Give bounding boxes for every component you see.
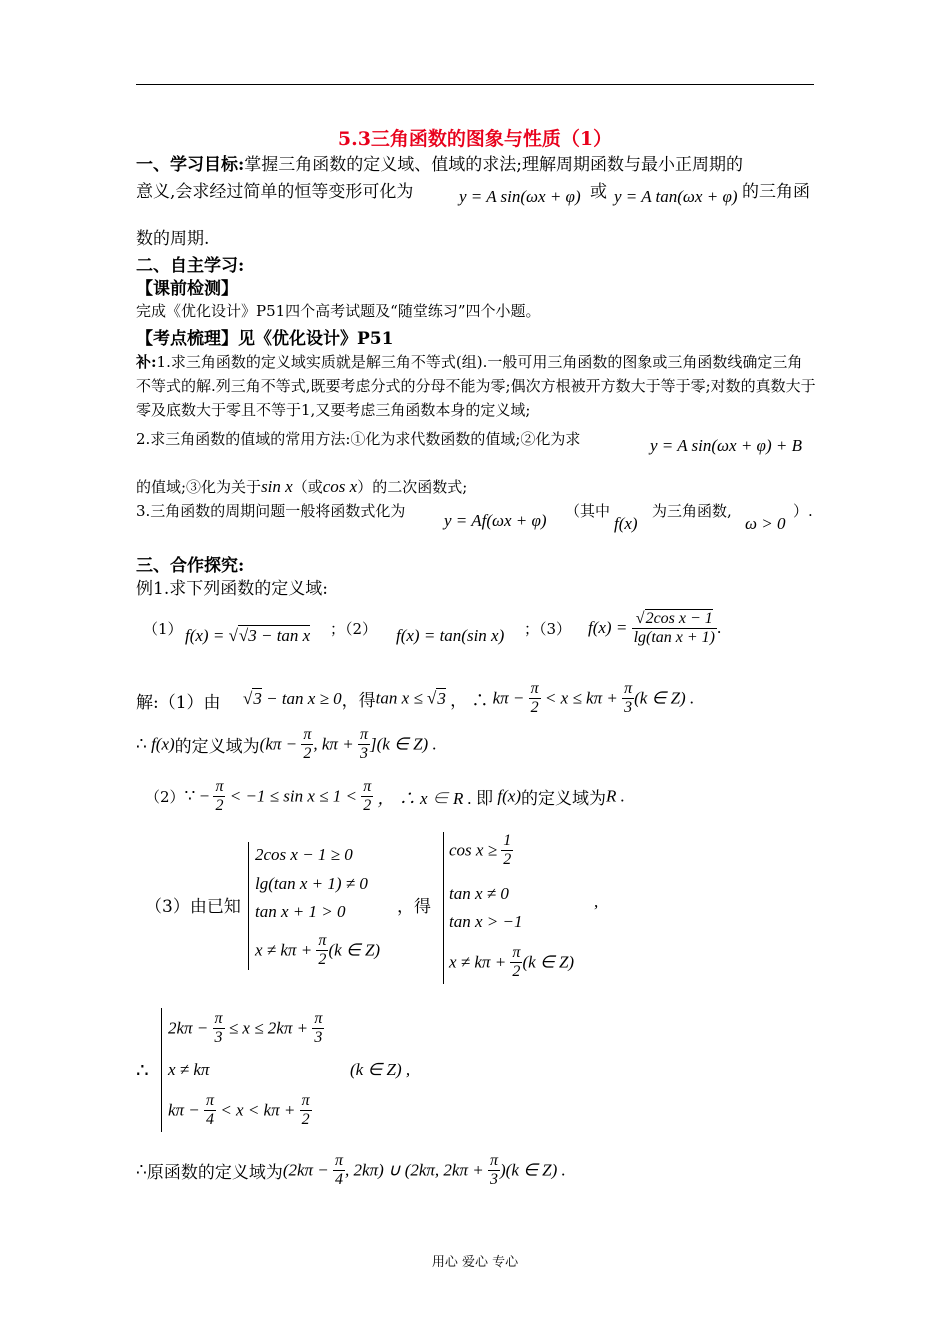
q1-formula: f(x) = √√3 − tan x <box>185 626 311 645</box>
q1-num: （1） <box>143 620 183 638</box>
therefore-symbol: ∴ <box>136 1060 149 1082</box>
objectives-line2 <box>136 177 413 202</box>
objectives-line1 <box>136 150 743 175</box>
q2-formula: f(x) = tan(sin x) <box>396 626 505 645</box>
objectives-text1: 掌握三角函数的定义域、值域的求法;理解周期函数与最小正周期的 <box>244 155 744 175</box>
q2-num: ；（2） <box>330 620 378 638</box>
system1-row3: tan x + 1 > 0 <box>255 902 346 921</box>
objectives-label: 一、学习目标: <box>136 155 245 175</box>
review-p3-c: 为三角函数, <box>652 502 732 520</box>
review-p2b <box>136 476 467 497</box>
system3-row3: kπ − $\frac{\pi}{4}$ < x < kπ + $\frac{\pi}{2}$ <box>168 1092 310 1128</box>
sol2-text: 即 <box>476 789 494 809</box>
formula-asin: y = A sin(ωx + φ) <box>459 187 581 206</box>
system2-row4: x ≠ kπ + $\frac{\pi}{2}$ (k ∈ Z) <box>449 944 575 980</box>
formula-value-range: y = A sin(ωx + φ) + B <box>650 436 802 455</box>
system1-row4: x ≠ kπ + $\frac{\pi}{2}$ (k ∈ Z) <box>255 932 381 968</box>
system1-row2: lg(tan x + 1) ≠ 0 <box>255 874 368 893</box>
review-p2b-c: ）的二次函数式; <box>357 478 468 496</box>
section-cooperative: 三、合作探究: <box>136 556 245 576</box>
review-p2b-b: （或 <box>292 478 323 496</box>
system1-row1: 2cos x − 1 ≥ 0 <box>255 845 353 864</box>
final-text: 原函数的定义域为 <box>146 1163 283 1183</box>
system2-brace <box>443 832 444 984</box>
review-p3-b: （其中 <box>565 502 611 520</box>
sol1-math: √3 − tan x ≥ 0，得tan x ≤ √3 ， ∴ kπ − $\frac{\pi}{2}$ < x ≤ kπ + $\frac{\pi}{3}$ (k ∈ Z) . <box>243 680 695 716</box>
sol-label: 解:（1）由 <box>136 693 221 713</box>
page-title: 5.3三角函数的图象与性质（1） <box>337 128 613 150</box>
sol1-domain: ∴ f(x)的定义域为(kπ − $\frac{\pi}{2}$ , kπ + $\frac{\pi}{3}$ ](k ∈ Z) . <box>136 726 437 762</box>
section-self-study: 二、自主学习: <box>136 256 245 276</box>
page-footer: 用心 爱心 专心 <box>431 1255 519 1270</box>
omega-positive: ω > 0 <box>745 514 786 533</box>
system2-row2: tan x ≠ 0 <box>449 884 509 903</box>
sol1-get: ，得 <box>341 691 376 711</box>
review-p2b-a: 的值域;③化为关于 <box>136 478 262 496</box>
objectives-or: 或 <box>590 182 607 202</box>
sol2-num: （2） <box>145 788 185 806</box>
objectives-text3: 的三角函 <box>742 182 810 202</box>
review-p3: 3.三角函数的周期问题一般将函数式化为 <box>136 502 406 520</box>
comma: , <box>594 892 599 911</box>
cos-x: cos x <box>322 477 358 496</box>
pretest-text: 完成《优化设计》P51四个高考试题及“随堂练习”四个小题。 <box>136 302 541 320</box>
review-p1 <box>136 350 816 422</box>
sol2-domain: 的定义域为 <box>520 789 606 809</box>
system3-k: (k ∈ Z) , <box>350 1060 411 1079</box>
sol3-get: ，得 <box>397 897 431 917</box>
supp-label: 补: <box>136 353 157 371</box>
formula-atan: y = A tan(ωx + φ) <box>614 187 738 206</box>
system3-row2: x ≠ kπ <box>168 1060 210 1079</box>
sin-x: sin x <box>261 477 293 496</box>
review-p1-text: 1.求三角函数的定义域实质就是解三角不等式(组).一般可用三角函数的图象或三角函数线确定三角不等式的解.列三角不等式,既要考虑分式的分母不能为零;偶次方根被开方数大于等于零;对数的真数大于零及底数大于零且不等于1,又要考虑三角函数本身的定义域; <box>136 353 816 419</box>
header-rule <box>136 84 814 85</box>
q3-formula: f(x) = $\frac{\text{√2cos x − 1}}{\text{lg(tan x + 1)}}$ . <box>588 610 722 646</box>
sol1-domain-text: 的定义域为 <box>174 737 260 757</box>
system2-row3: tan x > −1 <box>449 912 523 931</box>
review-heading: 【考点梳理】见《优化设计》P51 <box>136 329 394 349</box>
example1-heading: 例1.求下列函数的定义域: <box>136 579 328 599</box>
objectives-text4: 数的周期. <box>136 229 210 249</box>
review-p3-d: ）. <box>793 502 813 520</box>
sol3-num: （3）由已知 <box>145 897 241 917</box>
system2-row1: cos x ≥ $\frac{1}{2}$ <box>449 832 512 868</box>
objectives-text2: 意义,会求经过简单的恒等变形可化为 <box>136 182 414 202</box>
review-p2: 2.求三角函数的值域的常用方法:①化为求代数函数的值域;②化为求 <box>136 430 581 448</box>
pretest-heading: 【课前检测】 <box>136 279 238 299</box>
sol2: （2）∵ − $\frac{\pi}{2}$ < −1 ≤ sin x ≤ 1 < $\frac{\pi}{2}$ ， ∴ x ∈ R . 即 f(x)的定义域为R . <box>145 778 625 814</box>
formula-af: y = Af(ωx + φ) <box>444 511 547 530</box>
solution-1 <box>136 688 221 713</box>
system3-brace <box>161 1008 162 1132</box>
fx-symbol: f(x) <box>614 514 638 533</box>
system1-brace <box>248 842 249 970</box>
q3-num: ；（3） <box>524 620 572 638</box>
final-domain: ∴原函数的定义域为(2kπ − $\frac{\pi}{4}$ , 2kπ) ∪ (2kπ, 2kπ + $\frac{\pi}{3}$ )(k ∈ Z) . <box>136 1152 566 1188</box>
system3-row1: 2kπ − $\frac{\pi}{3}$ ≤ x ≤ 2kπ + $\frac{\pi}{3}$ <box>168 1010 323 1046</box>
